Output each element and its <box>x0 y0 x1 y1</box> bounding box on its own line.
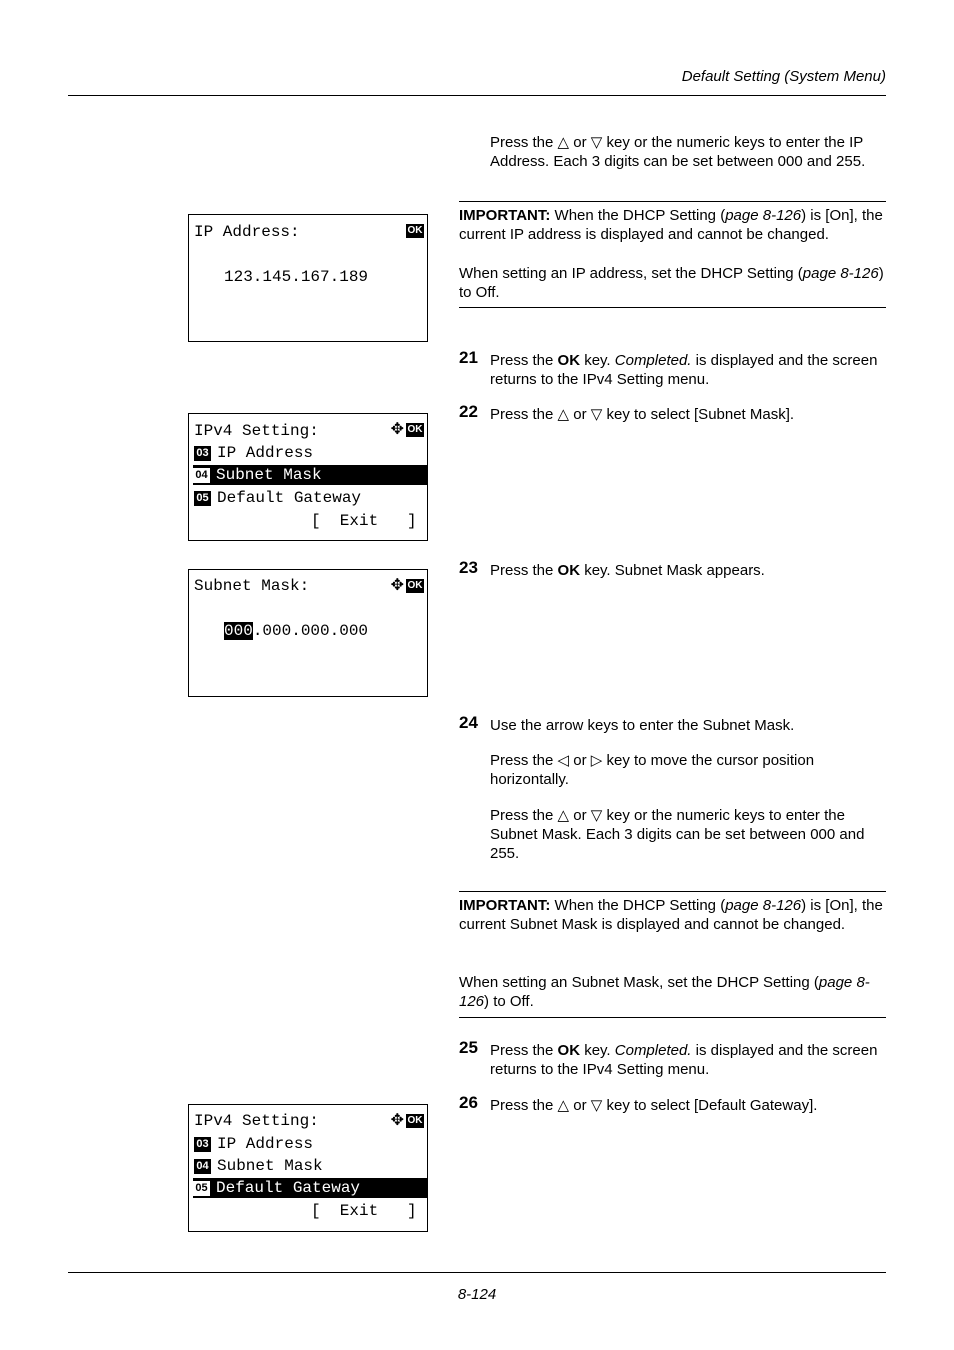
up-arrow-icon: △ <box>557 134 570 151</box>
note-divider-bottom <box>459 1017 886 1018</box>
menu-item-ip-address[interactable]: 03 IP Address <box>194 443 425 463</box>
step-number: 25 <box>459 1038 478 1057</box>
ok-icon: OK <box>407 424 423 435</box>
lcd-ip-address <box>188 214 428 342</box>
step-number: 21 <box>459 348 478 367</box>
ok-icon: OK <box>407 580 423 591</box>
navigation-icon: ✥ <box>390 419 404 438</box>
step-text: Use the arrow keys to enter the Subnet Mask. <box>490 717 795 734</box>
footer-divider <box>68 1272 886 1273</box>
intro-paragraph: Press the △ or ▽ key or the numeric keys to enter the IP Address. Each 3 digits can be set between 000 and 255. <box>490 134 866 170</box>
number-05-icon: 05 <box>193 1181 210 1196</box>
menu-item-subnet-mask[interactable]: 04 Subnet Mask <box>194 1156 425 1176</box>
down-arrow-icon: ▽ <box>590 134 603 151</box>
step-number: 24 <box>459 713 478 732</box>
ok-icon: OK <box>407 225 423 236</box>
lcd-subnet-value: 000.000.000.000 <box>224 622 369 640</box>
step-text: Press the OK key. Completed. is displayed and the screen returns to the IPv4 Setting menu. <box>490 352 878 388</box>
step-number: 22 <box>459 402 478 421</box>
note-divider-bottom <box>459 307 886 308</box>
navigation-icon: ✥ <box>390 575 404 594</box>
number-05-icon: 05 <box>194 491 211 506</box>
step-text-digits: Press the △ or ▽ key or the numeric keys to enter the Subnet Mask. Each 3 digits can be set between 000 and 255. <box>490 807 865 862</box>
ok-icon: OK <box>407 1115 423 1126</box>
page-number: 8-124 <box>457 1286 497 1303</box>
lcd-title: IPv4 Setting: <box>194 422 319 440</box>
menu-item-subnet-mask[interactable]: 04 Subnet Mask <box>193 465 427 485</box>
up-arrow-icon: △ <box>557 1097 570 1114</box>
right-arrow-icon: ▷ <box>590 752 603 769</box>
lcd-ipv4-setting-gateway <box>188 1104 428 1232</box>
menu-item-ip-address[interactable]: 03 IP Address <box>194 1134 425 1154</box>
down-arrow-icon: ▽ <box>590 1097 603 1114</box>
left-arrow-icon: ◁ <box>557 752 570 769</box>
step-text-cursor: Press the ◁ or ▷ key to move the cursor position horizontally. <box>490 752 815 788</box>
note-divider-top <box>459 201 886 202</box>
important-note: IMPORTANT: When the DHCP Setting (page 8-126) is [On], the current IP address is displayed and cannot be changed. <box>459 207 883 243</box>
step-text: Press the △ or ▽ key to select [Default Gateway]. <box>490 1097 818 1114</box>
header-divider <box>68 95 886 96</box>
lcd-title: IPv4 Setting: <box>194 1112 319 1130</box>
down-arrow-icon: ▽ <box>590 406 603 423</box>
down-arrow-icon: ▽ <box>590 807 603 824</box>
important-note-detail: When setting an Subnet Mask, set the DHCP Setting (page 8-126) to Off. <box>459 974 870 1010</box>
important-note: IMPORTANT: When the DHCP Setting (page 8-126) is [On], the current Subnet Mask is displayed and cannot be changed. <box>459 897 883 933</box>
lcd-ipv4-setting-subnet <box>188 413 428 541</box>
step-number: 23 <box>459 558 478 577</box>
up-arrow-icon: △ <box>557 807 570 824</box>
up-arrow-icon: △ <box>557 406 570 423</box>
number-04-icon: 04 <box>193 468 210 483</box>
step-text: Press the OK key. Subnet Mask appears. <box>490 562 765 579</box>
lcd-title: Subnet Mask: <box>194 577 310 595</box>
navigation-icon: ✥ <box>390 1110 404 1129</box>
page-header-title: Default Setting (System Menu) <box>681 68 886 85</box>
exit-button[interactable]: [ Exit ] <box>311 512 417 530</box>
important-note-detail: When setting an IP address, set the DHCP Setting (page 8-126) to Off. <box>459 265 884 301</box>
number-03-icon: 03 <box>194 1137 211 1152</box>
step-number: 26 <box>459 1093 478 1112</box>
exit-button[interactable]: [ Exit ] <box>311 1202 417 1220</box>
step-text: Press the OK key. Completed. is displayed and the screen returns to the IPv4 Setting menu. <box>490 1042 878 1078</box>
number-03-icon: 03 <box>194 446 211 461</box>
lcd-ip-value: 123.145.167.189 <box>224 268 369 286</box>
menu-item-default-gateway[interactable]: 05 Default Gateway <box>193 1178 427 1198</box>
menu-item-default-gateway[interactable]: 05 Default Gateway <box>194 488 425 508</box>
input-cursor: 000 <box>224 622 253 640</box>
step-text: Press the △ or ▽ key to select [Subnet Mask]. <box>490 406 795 423</box>
note-divider-top <box>459 891 886 892</box>
number-04-icon: 04 <box>194 1159 211 1174</box>
lcd-subnet-mask <box>188 569 428 697</box>
lcd-title: IP Address: <box>194 223 300 241</box>
